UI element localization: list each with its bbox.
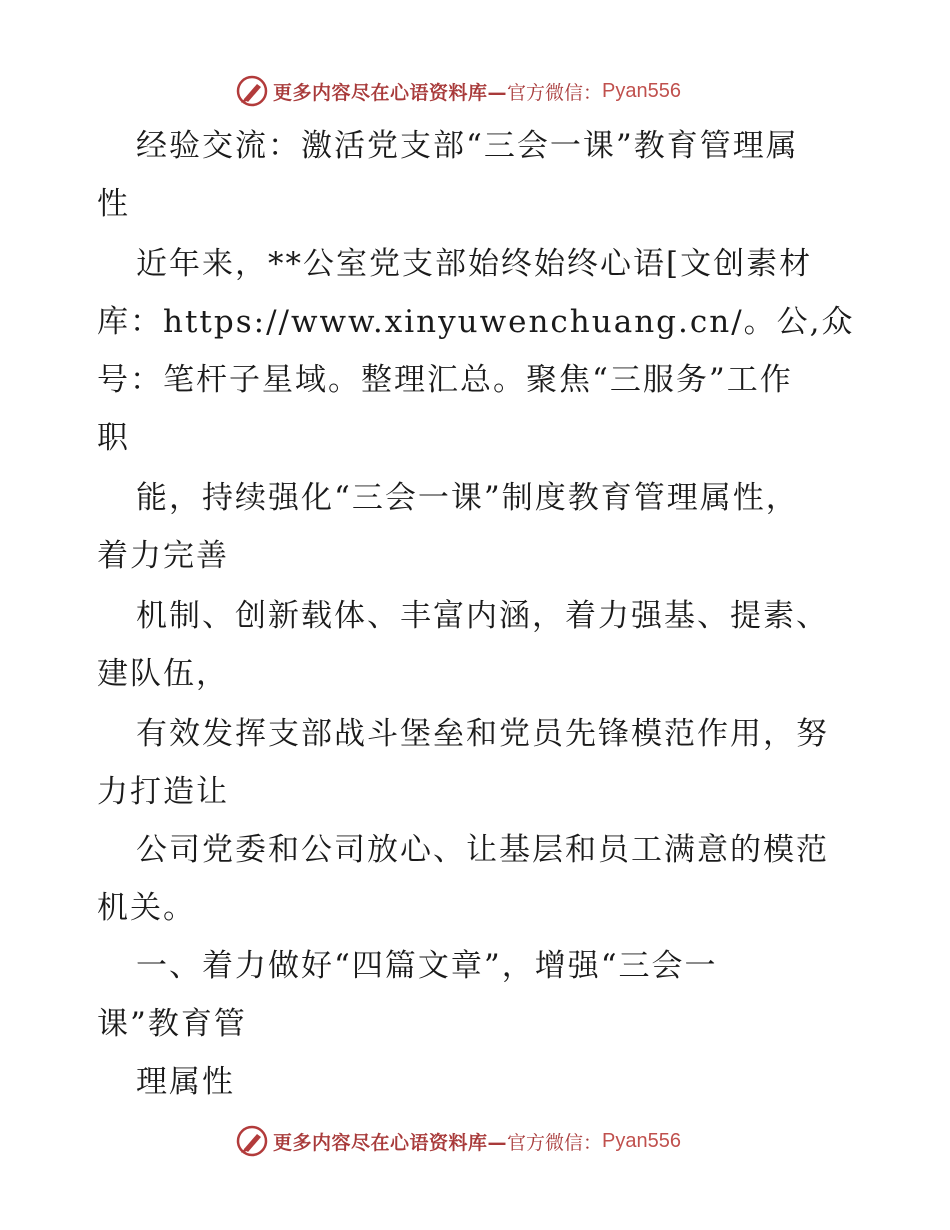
paragraph-line: 库：https://www.xinyuwenchuang.cn/。公,众 — [97, 304, 855, 340]
section-heading-line: 理属性 — [136, 1064, 235, 1100]
header-watermark — [235, 74, 681, 108]
paragraph-line: 机关。 — [97, 890, 196, 926]
pen-logo-icon — [235, 74, 269, 108]
watermark-wechat-label: 官方微信： — [507, 81, 603, 104]
title-line-1: 经验交流：激活党支部“三会一课”教育管理属 — [136, 128, 799, 164]
section-heading-line: 一、着力做好“四篇文章”，增强“三会一 — [136, 948, 718, 984]
paragraph-line: 建队伍， — [97, 656, 229, 692]
footer-watermark — [235, 1124, 681, 1158]
paragraph-line: 能，持续强化“三会一课”制度教育管理属性， — [136, 480, 799, 516]
section-heading-line: 课”教育管 — [97, 1006, 247, 1042]
paragraph-line: 公司党委和公司放心、让基层和员工满意的模范 — [136, 832, 829, 868]
title-line-2: 性 — [97, 186, 130, 222]
paragraph-line: 近年来，**公室党支部始终始终心语[文创素材 — [136, 246, 813, 282]
watermark-wechat-label: 官方微信： — [507, 1131, 603, 1154]
watermark-text: 更多内容尽在心语资料库— — [273, 81, 508, 104]
paragraph-line: 力打造让 — [97, 774, 229, 810]
paragraph-line: 有效发挥支部战斗堡垒和党员先锋模范作用，努 — [136, 716, 829, 752]
watermark-wechat-id: Pyan556 — [602, 1129, 681, 1152]
paragraph-line: 机制、创新载体、丰富内涵，着力强基、提素、 — [136, 598, 829, 634]
watermark-text: 更多内容尽在心语资料库— — [273, 1131, 508, 1154]
paragraph-line: 职 — [97, 420, 130, 456]
watermark-wechat-id: Pyan556 — [602, 79, 681, 102]
pen-logo-icon — [235, 1124, 269, 1158]
paragraph-line: 号：笔杆子星域。整理汇总。聚焦“三服务”工作 — [97, 362, 793, 398]
paragraph-line: 着力完善 — [97, 538, 229, 574]
